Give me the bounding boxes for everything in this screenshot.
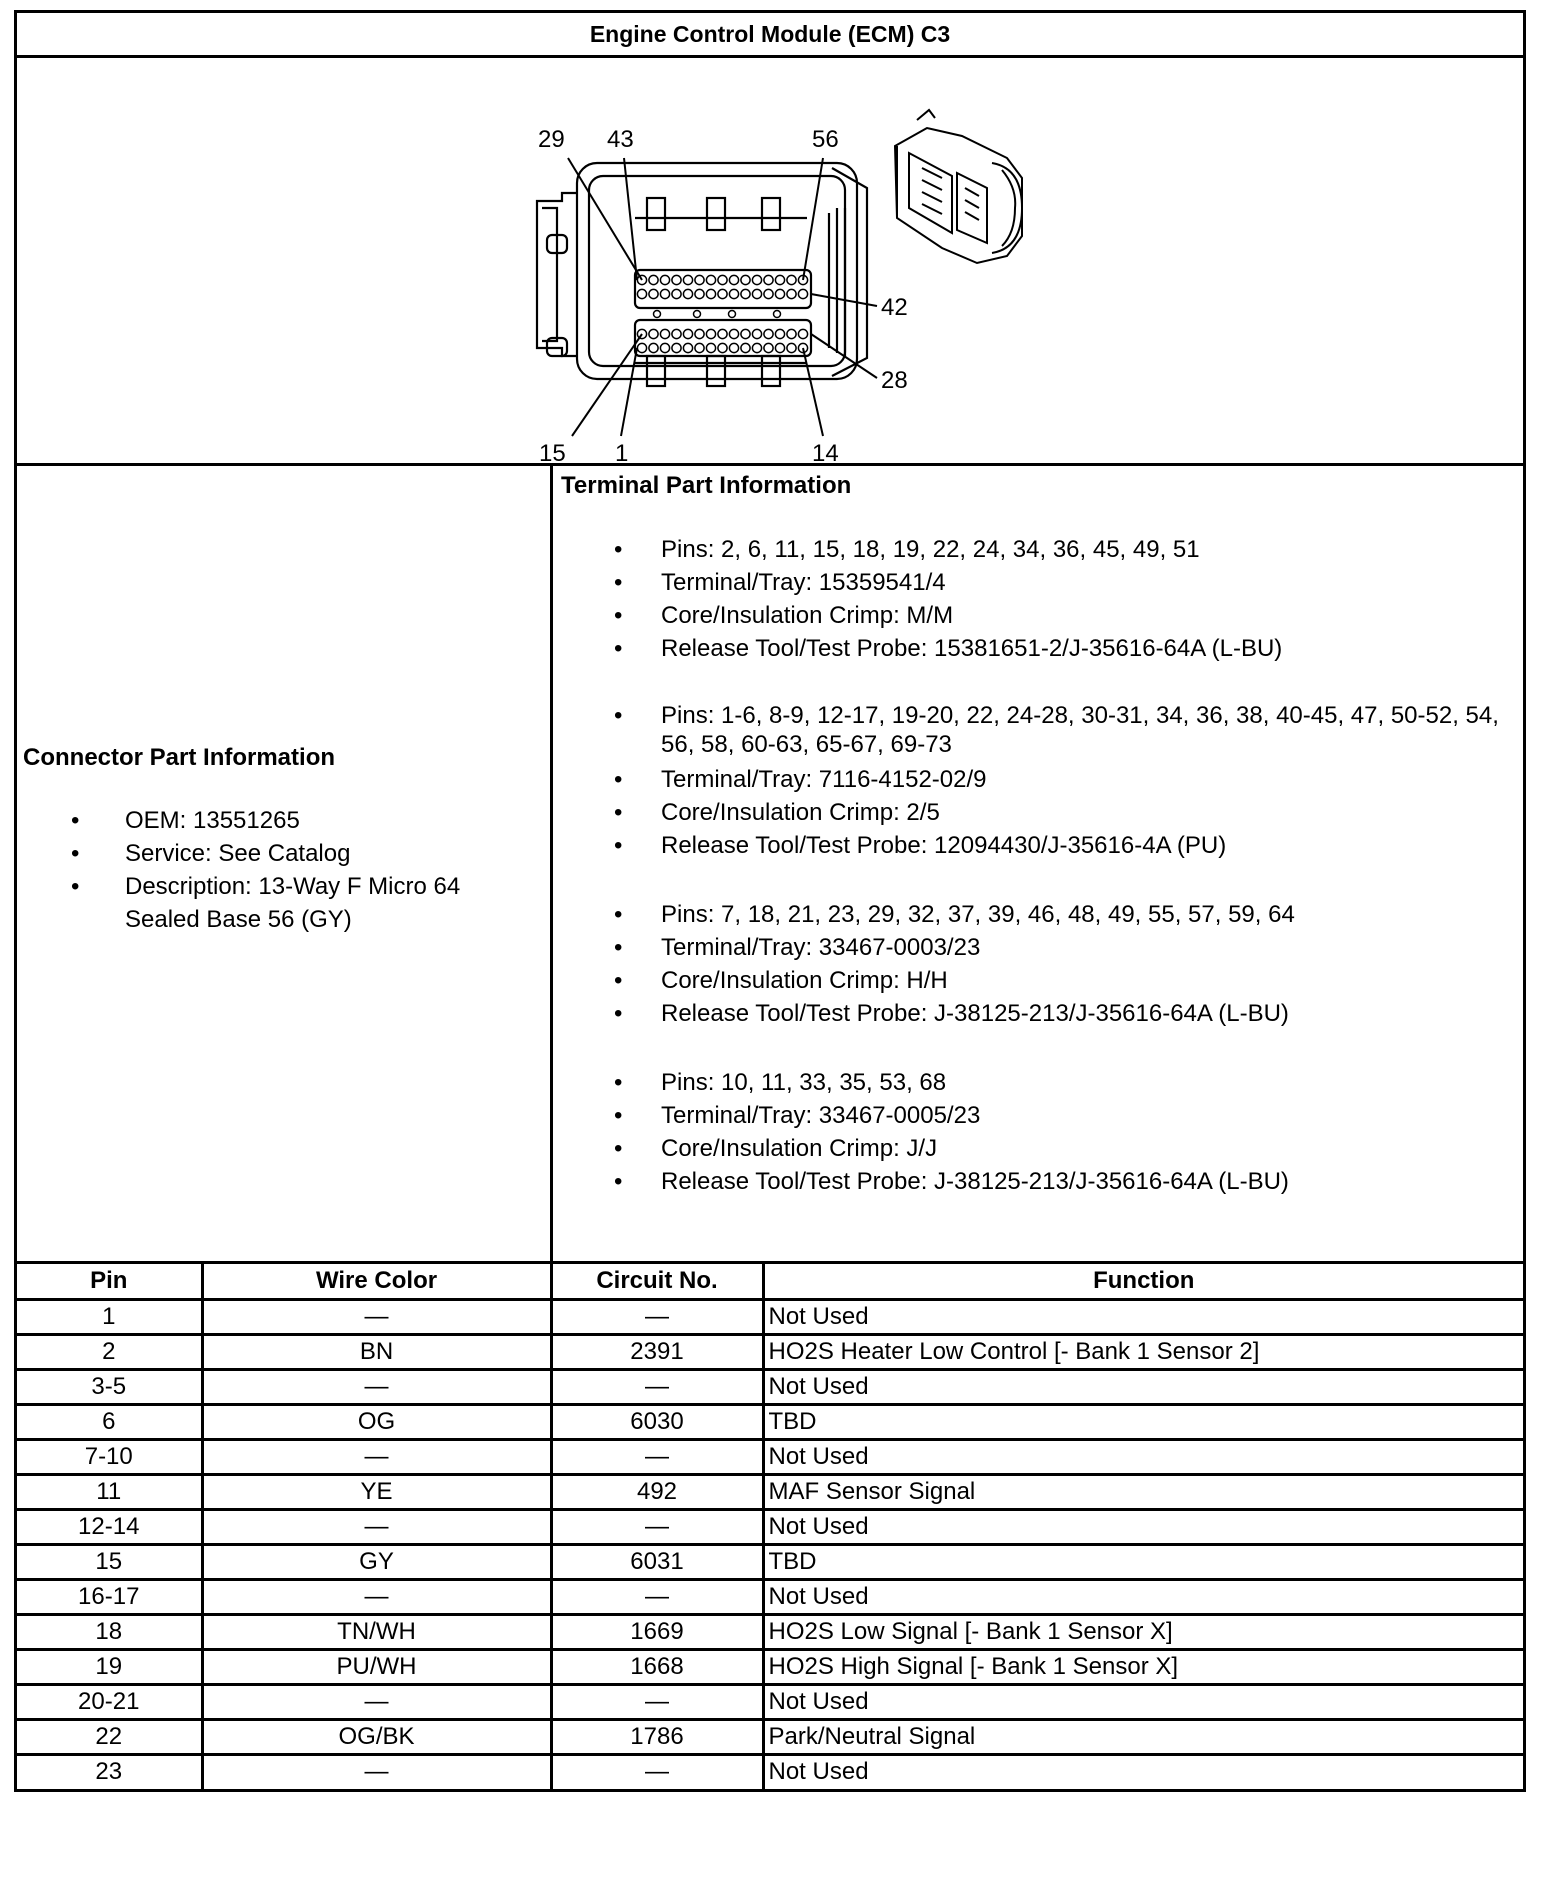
cell-pin: 18 (17, 1614, 202, 1649)
pin-cavity (683, 275, 692, 284)
list-item: • Core/Insulation Crimp: M/M (561, 599, 1511, 632)
cell-wire-color: — (202, 1299, 551, 1334)
pin-cavity (649, 329, 658, 338)
cell-function: HO2S High Signal [- Bank 1 Sensor X] (763, 1649, 1523, 1684)
cell-function: Not Used (763, 1509, 1523, 1544)
header-circuit-no: Circuit No. (551, 1264, 763, 1299)
pin-cavity (706, 343, 715, 352)
header-pin: Pin (17, 1264, 202, 1299)
table-row (17, 1614, 1523, 1649)
pin-label-15: 15 (539, 440, 566, 463)
pin-cavity (741, 275, 750, 284)
pin-cavity (718, 329, 727, 338)
cell-circuit-no: — (551, 1684, 763, 1719)
pin-label-14: 14 (812, 440, 839, 463)
cell-wire-color: — (202, 1369, 551, 1404)
cell-pin: 11 (17, 1474, 202, 1509)
list-item: • Terminal/Tray: 7116-4152-02/9 (561, 763, 1511, 796)
cell-pin: 16-17 (17, 1579, 202, 1614)
table-row (17, 1334, 1523, 1369)
connector-info-list (23, 804, 505, 936)
cell-function: Not Used (763, 1754, 1523, 1789)
list-item: • Pins: 1-6, 8-9, 12-17, 19-20, 22, 24-28, 30-31, 34, 36, 38, 40-45, 47, 50-52, 54, 56, 58, 60-63, 65-67, 69-73 (561, 701, 1511, 763)
pin-cavity (787, 289, 796, 298)
cell-pin: 6 (17, 1404, 202, 1439)
terminal-group-3 (561, 898, 1523, 1030)
pin-cavity (764, 275, 773, 284)
list-item: • Terminal/Tray: 33467-0005/23 (561, 1099, 1511, 1132)
pin-cavity (729, 275, 738, 284)
pin-cavity (752, 275, 761, 284)
pin-cavity (775, 289, 784, 298)
cell-circuit-no: 492 (551, 1474, 763, 1509)
cell-circuit-no: — (551, 1369, 763, 1404)
pin-cavity (672, 289, 681, 298)
list-item: • Pins: 2, 6, 11, 15, 18, 19, 22, 24, 34, 36, 45, 49, 51 (561, 533, 1511, 566)
pin-cavity (649, 343, 658, 352)
pin-cavity (718, 343, 727, 352)
pin-cavity (741, 289, 750, 298)
cell-pin: 7-10 (17, 1439, 202, 1474)
pin-cavity (752, 329, 761, 338)
terminal-group-2 (561, 701, 1523, 862)
cell-circuit-no: 1668 (551, 1649, 763, 1684)
cell-function: TBD (763, 1404, 1523, 1439)
pin-cavity (654, 311, 661, 318)
cell-wire-color: — (202, 1579, 551, 1614)
table-row (17, 1579, 1523, 1614)
pin-cavities (637, 275, 807, 352)
pin-cavity (694, 311, 701, 318)
pin-label-28: 28 (881, 367, 908, 394)
pin-cavity (660, 289, 669, 298)
pin-cavity (683, 343, 692, 352)
cell-function: Not Used (763, 1299, 1523, 1334)
table-row (17, 1369, 1523, 1404)
pin-cavity (775, 343, 784, 352)
pin-cavity (752, 343, 761, 352)
list-item: • Service: See Catalog (23, 837, 505, 870)
list-item: • Pins: 10, 11, 33, 35, 53, 68 (561, 1066, 1511, 1099)
pin-cavity (672, 329, 681, 338)
pin-label-56: 56 (812, 126, 839, 153)
pin-cavity (752, 289, 761, 298)
cell-function: Not Used (763, 1369, 1523, 1404)
table-row (17, 1719, 1523, 1754)
cell-circuit-no: — (551, 1509, 763, 1544)
cell-circuit-no: 1786 (551, 1719, 763, 1754)
cell-pin: 2 (17, 1334, 202, 1369)
list-item: • Core/Insulation Crimp: J/J (561, 1132, 1511, 1165)
pin-cavity (660, 329, 669, 338)
cell-pin: 19 (17, 1649, 202, 1684)
cell-wire-color: — (202, 1439, 551, 1474)
terminal-part-info (553, 466, 1523, 1261)
cell-wire-color: — (202, 1509, 551, 1544)
header-function: Function (763, 1264, 1523, 1299)
pin-cavity (729, 329, 738, 338)
cell-circuit-no: — (551, 1754, 763, 1789)
connector-sheet (14, 10, 1526, 1792)
terminal-info-heading: Terminal Part Information (561, 472, 852, 499)
terminal-group-1 (561, 533, 1523, 665)
pin-label-42: 42 (881, 294, 908, 321)
pin-cavity (764, 329, 773, 338)
table-row (17, 1474, 1523, 1509)
cell-function: Park/Neutral Signal (763, 1719, 1523, 1754)
page-title: Engine Control Module (ECM) C3 (17, 13, 1523, 58)
cell-wire-color: OG (202, 1404, 551, 1439)
list-item: • Core/Insulation Crimp: H/H (561, 964, 1511, 997)
cell-pin: 15 (17, 1544, 202, 1579)
pinout-table (17, 1264, 1523, 1789)
list-item: • Release Tool/Test Probe: 15381651-2/J-35616-64A (L-BU) (561, 632, 1511, 665)
cell-pin: 12-14 (17, 1509, 202, 1544)
connector-iso-view-icon (895, 110, 1022, 263)
pin-cavity (706, 275, 715, 284)
pin-cavity (649, 289, 658, 298)
pin-cavity (764, 343, 773, 352)
pin-cavity (774, 311, 781, 318)
pin-cavity (729, 289, 738, 298)
pin-cavity (718, 289, 727, 298)
list-item: • OEM: 13551265 (23, 804, 505, 837)
cell-function: HO2S Low Signal [- Bank 1 Sensor X] (763, 1614, 1523, 1649)
pin-cavity (729, 311, 736, 318)
pin-cavity (672, 343, 681, 352)
pin-cavity (695, 329, 704, 338)
cell-wire-color: OG/BK (202, 1719, 551, 1754)
pin-cavity (672, 275, 681, 284)
connector-part-info (17, 466, 553, 1261)
cell-pin: 22 (17, 1719, 202, 1754)
list-item: • Description: 13-Way F Micro 64 Sealed Base 56 (GY) (23, 870, 505, 936)
cell-circuit-no: — (551, 1299, 763, 1334)
table-row (17, 1544, 1523, 1579)
pin-cavity (764, 289, 773, 298)
cell-pin: 23 (17, 1754, 202, 1789)
list-item: • Terminal/Tray: 15359541/4 (561, 566, 1511, 599)
pin-cavity (695, 275, 704, 284)
terminal-group-4 (561, 1066, 1523, 1198)
header-wire-color: Wire Color (202, 1264, 551, 1299)
pin-cavity (637, 289, 646, 298)
cell-wire-color: PU/WH (202, 1649, 551, 1684)
table-header-row (17, 1264, 1523, 1299)
cell-circuit-no: — (551, 1439, 763, 1474)
cell-circuit-no: 2391 (551, 1334, 763, 1369)
cell-wire-color: — (202, 1684, 551, 1719)
pin-cavity (649, 275, 658, 284)
pin-cavity (706, 329, 715, 338)
connector-info-heading: Connector Part Information (23, 744, 336, 771)
list-item: • Release Tool/Test Probe: J-38125-213/J-35616-64A (L-BU) (561, 997, 1511, 1030)
pin-cavity (798, 329, 807, 338)
cell-function: MAF Sensor Signal (763, 1474, 1523, 1509)
cell-wire-color: — (202, 1754, 551, 1789)
pin-cavity (695, 343, 704, 352)
pin-cavity (683, 329, 692, 338)
pin-cavity (798, 289, 807, 298)
table-row (17, 1439, 1523, 1474)
table-row (17, 1684, 1523, 1719)
list-item: • Release Tool/Test Probe: 12094430/J-35616-4A (PU) (561, 829, 1511, 862)
cell-circuit-no: 6031 (551, 1544, 763, 1579)
cell-pin: 20-21 (17, 1684, 202, 1719)
pin-cavity (741, 329, 750, 338)
pin-cavity (660, 275, 669, 284)
pin-cavity (741, 343, 750, 352)
table-row (17, 1754, 1523, 1789)
cell-function: HO2S Heater Low Control [- Bank 1 Sensor 2] (763, 1334, 1523, 1369)
list-item: • Pins: 7, 18, 21, 23, 29, 32, 37, 39, 46, 48, 49, 55, 57, 59, 64 (561, 898, 1511, 931)
pin-cavity (637, 343, 646, 352)
pin-cavity (787, 329, 796, 338)
cell-wire-color: BN (202, 1334, 551, 1369)
list-item: • Release Tool/Test Probe: J-38125-213/J-35616-64A (L-BU) (561, 1165, 1511, 1198)
table-row (17, 1299, 1523, 1334)
table-row (17, 1404, 1523, 1439)
cell-circuit-no: — (551, 1579, 763, 1614)
pin-cavity (695, 289, 704, 298)
list-item: • Terminal/Tray: 33467-0003/23 (561, 931, 1511, 964)
cell-function: TBD (763, 1544, 1523, 1579)
list-item: • Core/Insulation Crimp: 2/5 (561, 796, 1511, 829)
cell-wire-color: GY (202, 1544, 551, 1579)
table-row (17, 1509, 1523, 1544)
pin-label-1: 1 (615, 440, 629, 463)
pin-cavity (683, 289, 692, 298)
table-row (17, 1649, 1523, 1684)
pin-cavity (706, 289, 715, 298)
pin-cavity (775, 275, 784, 284)
pin-label-29: 29 (538, 126, 565, 153)
connector-diagram (17, 58, 1523, 466)
pin-cavity (718, 275, 727, 284)
cell-pin: 3-5 (17, 1369, 202, 1404)
cell-wire-color: TN/WH (202, 1614, 551, 1649)
pin-cavity (787, 343, 796, 352)
pin-label-43: 43 (607, 126, 634, 153)
cell-function: Not Used (763, 1684, 1523, 1719)
cell-pin: 1 (17, 1299, 202, 1334)
pin-cavity (775, 329, 784, 338)
pin-cavity (660, 343, 669, 352)
cell-function: Not Used (763, 1439, 1523, 1474)
connector-face-drawing (17, 58, 1523, 463)
pin-cavity (729, 343, 738, 352)
cell-circuit-no: 6030 (551, 1404, 763, 1439)
part-information (17, 466, 1523, 1264)
cell-wire-color: YE (202, 1474, 551, 1509)
cell-circuit-no: 1669 (551, 1614, 763, 1649)
cell-function: Not Used (763, 1579, 1523, 1614)
pin-cavity (787, 275, 796, 284)
